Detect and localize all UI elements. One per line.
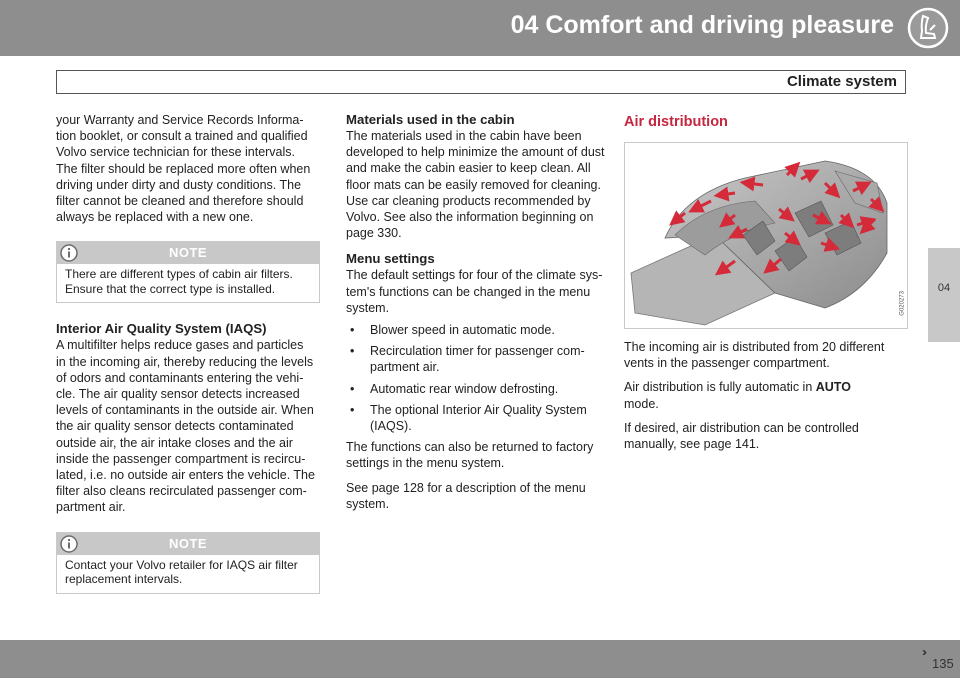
- air-distribution-figure: [624, 142, 908, 329]
- intro-paragraph: your Warranty and Service Records Informa- tion booklet, or consult a trained and qualified Volvo service technician for these intervals. The filter should be replaced more often when driving under dirty and dusty conditions. The filter cannot be cleaned and therefore should always be replaced with a new one.: [56, 113, 311, 225]
- bullet-marker: •: [350, 323, 355, 338]
- see-page-paragraph: See page 128 for a description of the menu system.: [346, 480, 586, 511]
- bullet-marker: •: [350, 381, 355, 396]
- note-text: Contact your Volvo retailer for IAQS air filter replacement intervals.: [65, 557, 298, 587]
- chapter-header: [0, 0, 960, 56]
- chapter-side-tab: [928, 248, 960, 342]
- materials-paragraph: The materials used in the cabin have been developed to help minimize the amount of dust and make the cabin easier to keep clean. All floor mats can be easily removed for cleaning. Use car cleaning products recommended by Volvo. See also the information beginning on page 330.: [346, 129, 605, 241]
- next-page-arrows: ››: [922, 645, 924, 659]
- cabin-illustration: [625, 143, 907, 328]
- note-box-filter-types: [56, 241, 320, 303]
- vents-paragraph: The incoming air is distributed from 20 different vents in the passenger compartment.: [624, 340, 885, 371]
- note-label: NOTE: [168, 535, 208, 551]
- column-right: [624, 112, 906, 452]
- page-footer: [0, 640, 960, 678]
- list-item: • The optional Interior Air Quality System (IAQS).: [350, 402, 587, 434]
- air-distribution-heading: Air distribution: [624, 114, 728, 130]
- note-header: [57, 242, 319, 264]
- figure-code: G020273: [900, 291, 906, 316]
- column-middle: [346, 112, 618, 512]
- note-text: There are different types of cabin air filters. Ensure that the correct type is installed.: [65, 267, 293, 296]
- list-item: • Blower speed in automatic mode.: [350, 323, 555, 338]
- menu-settings-paragraph: The default settings for four of the climate sys- tem's functions can be changed in the menu system.: [346, 268, 603, 315]
- materials-heading: Materials used in the cabin: [346, 112, 515, 127]
- bullet-marker: •: [350, 402, 355, 417]
- menu-settings-heading: Menu settings: [346, 251, 435, 267]
- page-number: 135: [932, 656, 954, 671]
- section-bar: [56, 70, 906, 94]
- auto-keyword: AUTO: [815, 380, 851, 395]
- side-tab-label: 04: [937, 282, 951, 294]
- manual-control-paragraph: If desired, air distribution can be controlled manually, see page 141.: [624, 420, 859, 452]
- list-item: • Automatic rear window defrosting.: [350, 381, 559, 396]
- note-header: [57, 533, 319, 555]
- note-box-iaqs-interval: [56, 532, 320, 594]
- factory-reset-paragraph: The functions can also be returned to factory settings in the menu system.: [346, 440, 594, 471]
- column-left: [56, 112, 320, 612]
- section-title: Climate system: [786, 73, 897, 90]
- iaqs-paragraph: A multifilter helps reduce gases and particles in the incoming air, thereby reducing the levels of odors and contaminants entering the vehi- cle. The air quality sensor detects increased levels of contaminants in the outside air. When the air quality sensor detects contaminated outside air, the air intake closes and the air inside the passenger compartment is recircu- lated, i.e. no outside air enters the vehicle. The filter also cleans recirculated passenger com- partment air.: [56, 338, 315, 515]
- iaqs-heading: Interior Air Quality System (IAQS): [56, 321, 267, 337]
- chapter-title: 04 Comfort and driving pleasure: [510, 11, 894, 39]
- note-label: NOTE: [168, 245, 208, 261]
- auto-mode-paragraph: Air distribution is fully automatic in AUTO mode.: [624, 380, 851, 411]
- menu-settings-list: [346, 322, 618, 434]
- bullet-marker: •: [350, 344, 355, 359]
- list-item: • Recirculation timer for passenger com- partment air.: [350, 344, 585, 375]
- seat-icon: [906, 6, 950, 50]
